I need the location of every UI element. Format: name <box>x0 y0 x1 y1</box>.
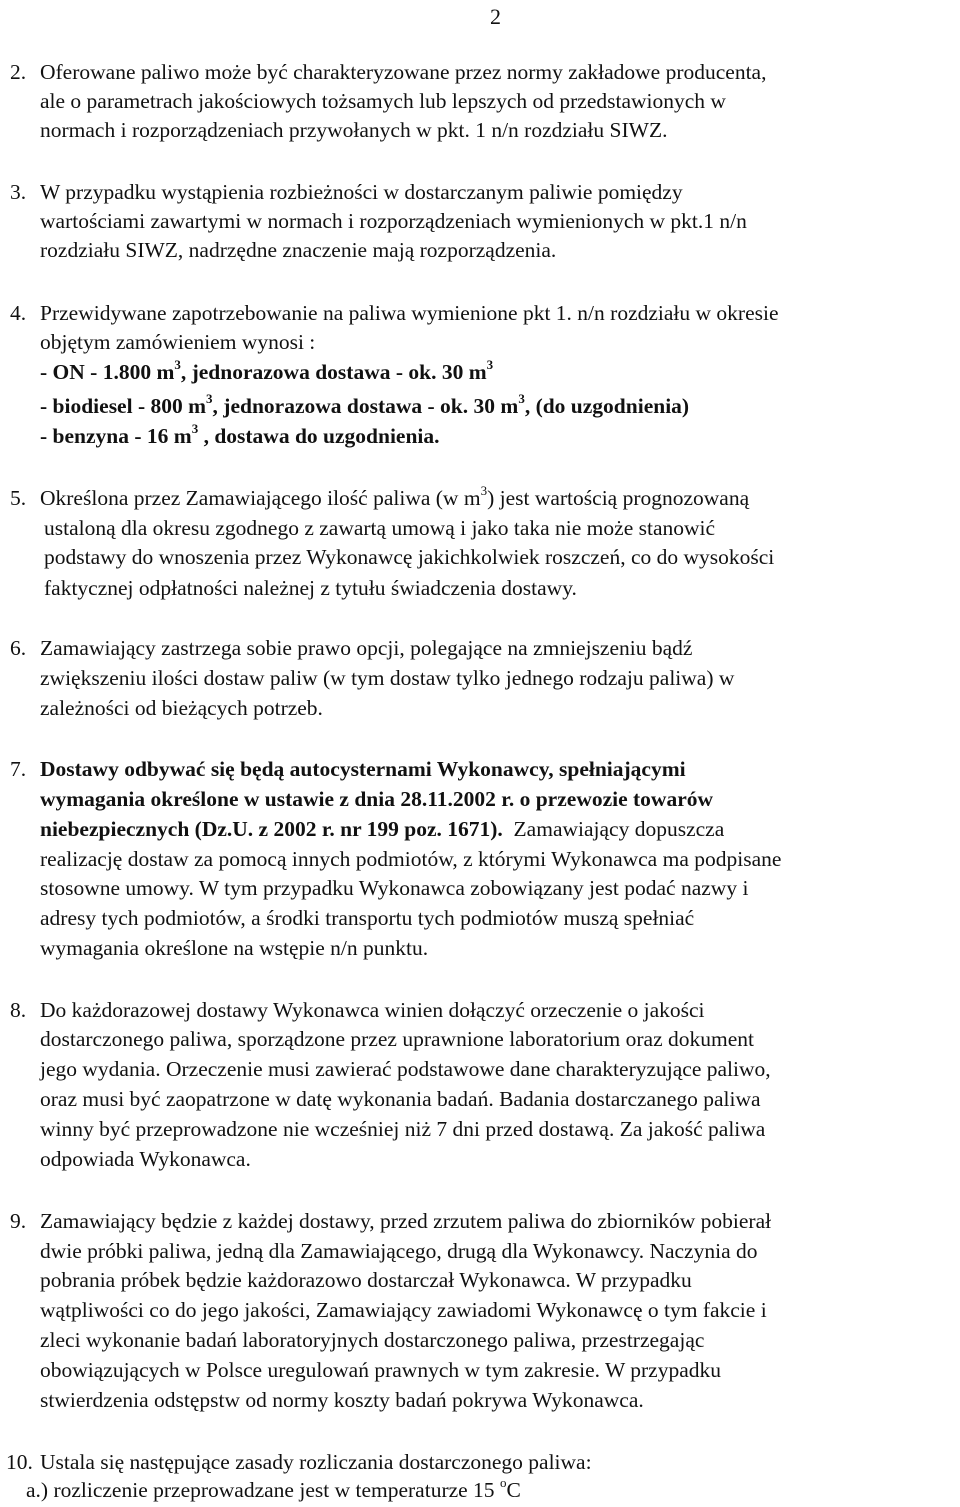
item-6-number: 6. <box>10 636 27 660</box>
item-9-line-6: obowiązujących w Polsce uregulowań prawnych w tym zakresie. W przypadku <box>40 1358 722 1382</box>
fuel-line-biodiesel: - biodiesel - 800 $m^3$, jednorazowa dostawa - ok. 30 $m^3$, (do uzgodnienia) <box>40 390 690 418</box>
item-5-line-4: faktycznej odpłatności należnej z tytułu świadczenia dostawy. <box>44 576 577 600</box>
item-5-line-2: ustaloną dla okresu zgodnego z zawartą umową i jako taka nie może stanowić <box>44 516 716 540</box>
item-6-line-3: zależności od bieżących potrzeb. <box>40 696 323 720</box>
item-6-line-1: Zamawiający zastrzega sobie prawo opcji, polegające na zmniejszeniu bądź <box>40 636 693 660</box>
item-4-number: 4. <box>10 301 27 325</box>
item-3-line-3: rozdziału SIWZ, nadrzędne znaczenie mają rozporządzenia. <box>40 238 557 262</box>
item-7-line-4: realizację dostaw za pomocą innych podmiotów, z którymi Wykonawca ma podpisane <box>40 847 782 871</box>
item-10-number: 10. <box>6 1450 33 1474</box>
item-9-line-4: wątpliwości co do jego jakości, Zamawiający zawiadomi Wykonawcę o tym fakcie i <box>40 1298 767 1322</box>
item-3-line-1: W przypadku wystąpienia rozbieżności w dostarczanym paliwie pomiędzy <box>40 180 683 204</box>
item-9-line-5: zleci wykonanie badań laboratoryjnych dostarczonego paliwa, przestrzegając <box>40 1328 705 1352</box>
item-8-line-4: oraz musi być zaopatrzone w datę wykonania badań. Badania dostarczanego paliwa <box>40 1087 761 1111</box>
item-7-line-5: stosowne umowy. W tym przypadku Wykonawca zobowiązany jest podać nazwy i <box>40 876 749 900</box>
item-7-bold-line-1: Dostawy odbywać się będą autocysternami Wykonawcy, spełniającymi <box>40 757 686 781</box>
item-10-line-1: Ustala się następujące zasady rozliczania dostarczonego paliwa: <box>40 1450 592 1474</box>
item-2-line-2: ale o parametrach jakościowych tożsamych lub lepszych od przedstawionych w <box>40 89 726 113</box>
item-4-line-2: objętym zamówieniem wynosi : <box>40 330 316 354</box>
item-9-number: 9. <box>10 1209 27 1233</box>
item-8-line-5: winny być przeprowadzone nie wcześniej niż 7 dni przed dostawą. Za jakość paliwa <box>40 1117 766 1141</box>
item-9-line-3: pobrania próbek będzie każdorazowo dostarczał Wykonawca. W przypadku <box>40 1268 692 1292</box>
item-8-line-1: Do każdorazowej dostawy Wykonawca winien dołączyć orzeczenie o jakości <box>40 998 705 1022</box>
item-6-line-2: zwiększeniu ilości dostaw paliw (w tym dostaw tylko jednego rodzaju paliwa) w <box>40 666 735 690</box>
item-3-number: 3. <box>10 180 27 204</box>
item-5-line-1: Określona przez Zamawiającego ilość paliwa (w $m^3$) jest wartością prognozowaną <box>40 482 750 510</box>
item-5-number: 5. <box>10 486 27 510</box>
item-2-number: 2. <box>10 60 27 84</box>
item-4-line-1: Przewidywane zapotrzebowanie na paliwa wymienione pkt 1. n/n rozdziału w okresie <box>40 301 779 325</box>
fuel-line-on: - ON - 1.800 $m^3$, jednorazowa dostawa - ok. 30 $m^3$ <box>40 356 494 384</box>
item-7-line-7: wymagania określone na wstępie n/n punktu. <box>40 936 429 960</box>
item-7-number: 7. <box>10 757 27 781</box>
item-2-line-3: normach i rozporządzeniach przywołanych w pkt. 1 n/n rozdziału SIWZ. <box>40 118 668 142</box>
item-3-line-2: wartościami zawartymi w normach i rozporządzeniach wymienionych w pkt.1 n/n <box>40 209 747 233</box>
item-8-line-2: dostarczonego paliwa, sporządzone przez uprawnione laboratorium oraz dokument <box>40 1027 754 1051</box>
page-number: 2 <box>490 4 501 29</box>
fuel-line-benzyna: - benzyna - 16 $m^3$ , dostawa do uzgodnienia. <box>40 420 440 448</box>
item-10-sub-a: a.) rozliczenie przeprowadzane jest w temperaturze 15 $^o$C <box>26 1474 521 1502</box>
item-7-bold-line-2: wymagania określone w ustawie z dnia 28.11.2002 r. o przewozie towarów <box>40 787 714 811</box>
item-2-line-1: Oferowane paliwo może być charakteryzowane przez normy zakładowe producenta, <box>40 60 767 84</box>
item-9-line-7: stwierdzenia odstępstw od normy koszty badań pokrywa Wykonawca. <box>40 1388 644 1412</box>
item-7-line-3: niebezpiecznych (Dz.U. z 2002 r. nr 199 poz. 1671). Zamawiający dopuszcza <box>40 817 725 841</box>
item-5-line-3: podstawy do wnoszenia przez Wykonawcę jakichkolwiek roszczeń, co do wysokości <box>44 545 775 569</box>
item-8-line-6: odpowiada Wykonawca. <box>40 1147 251 1171</box>
item-8-line-3: jego wydania. Orzeczenie musi zawierać podstawowe dane charakteryzujące paliwo, <box>40 1057 771 1081</box>
item-9-line-1: Zamawiający będzie z każdej dostawy, przed zrzutem paliwa do zbiorników pobierał <box>40 1209 772 1233</box>
item-9-line-2: dwie próbki paliwa, jedną dla Zamawiającego, drugą dla Wykonawcy. Naczynia do <box>40 1239 758 1263</box>
item-8-number: 8. <box>10 998 27 1022</box>
item-7-line-6: adresy tych podmiotów, a środki transportu tych podmiotów muszą spełniać <box>40 906 695 930</box>
